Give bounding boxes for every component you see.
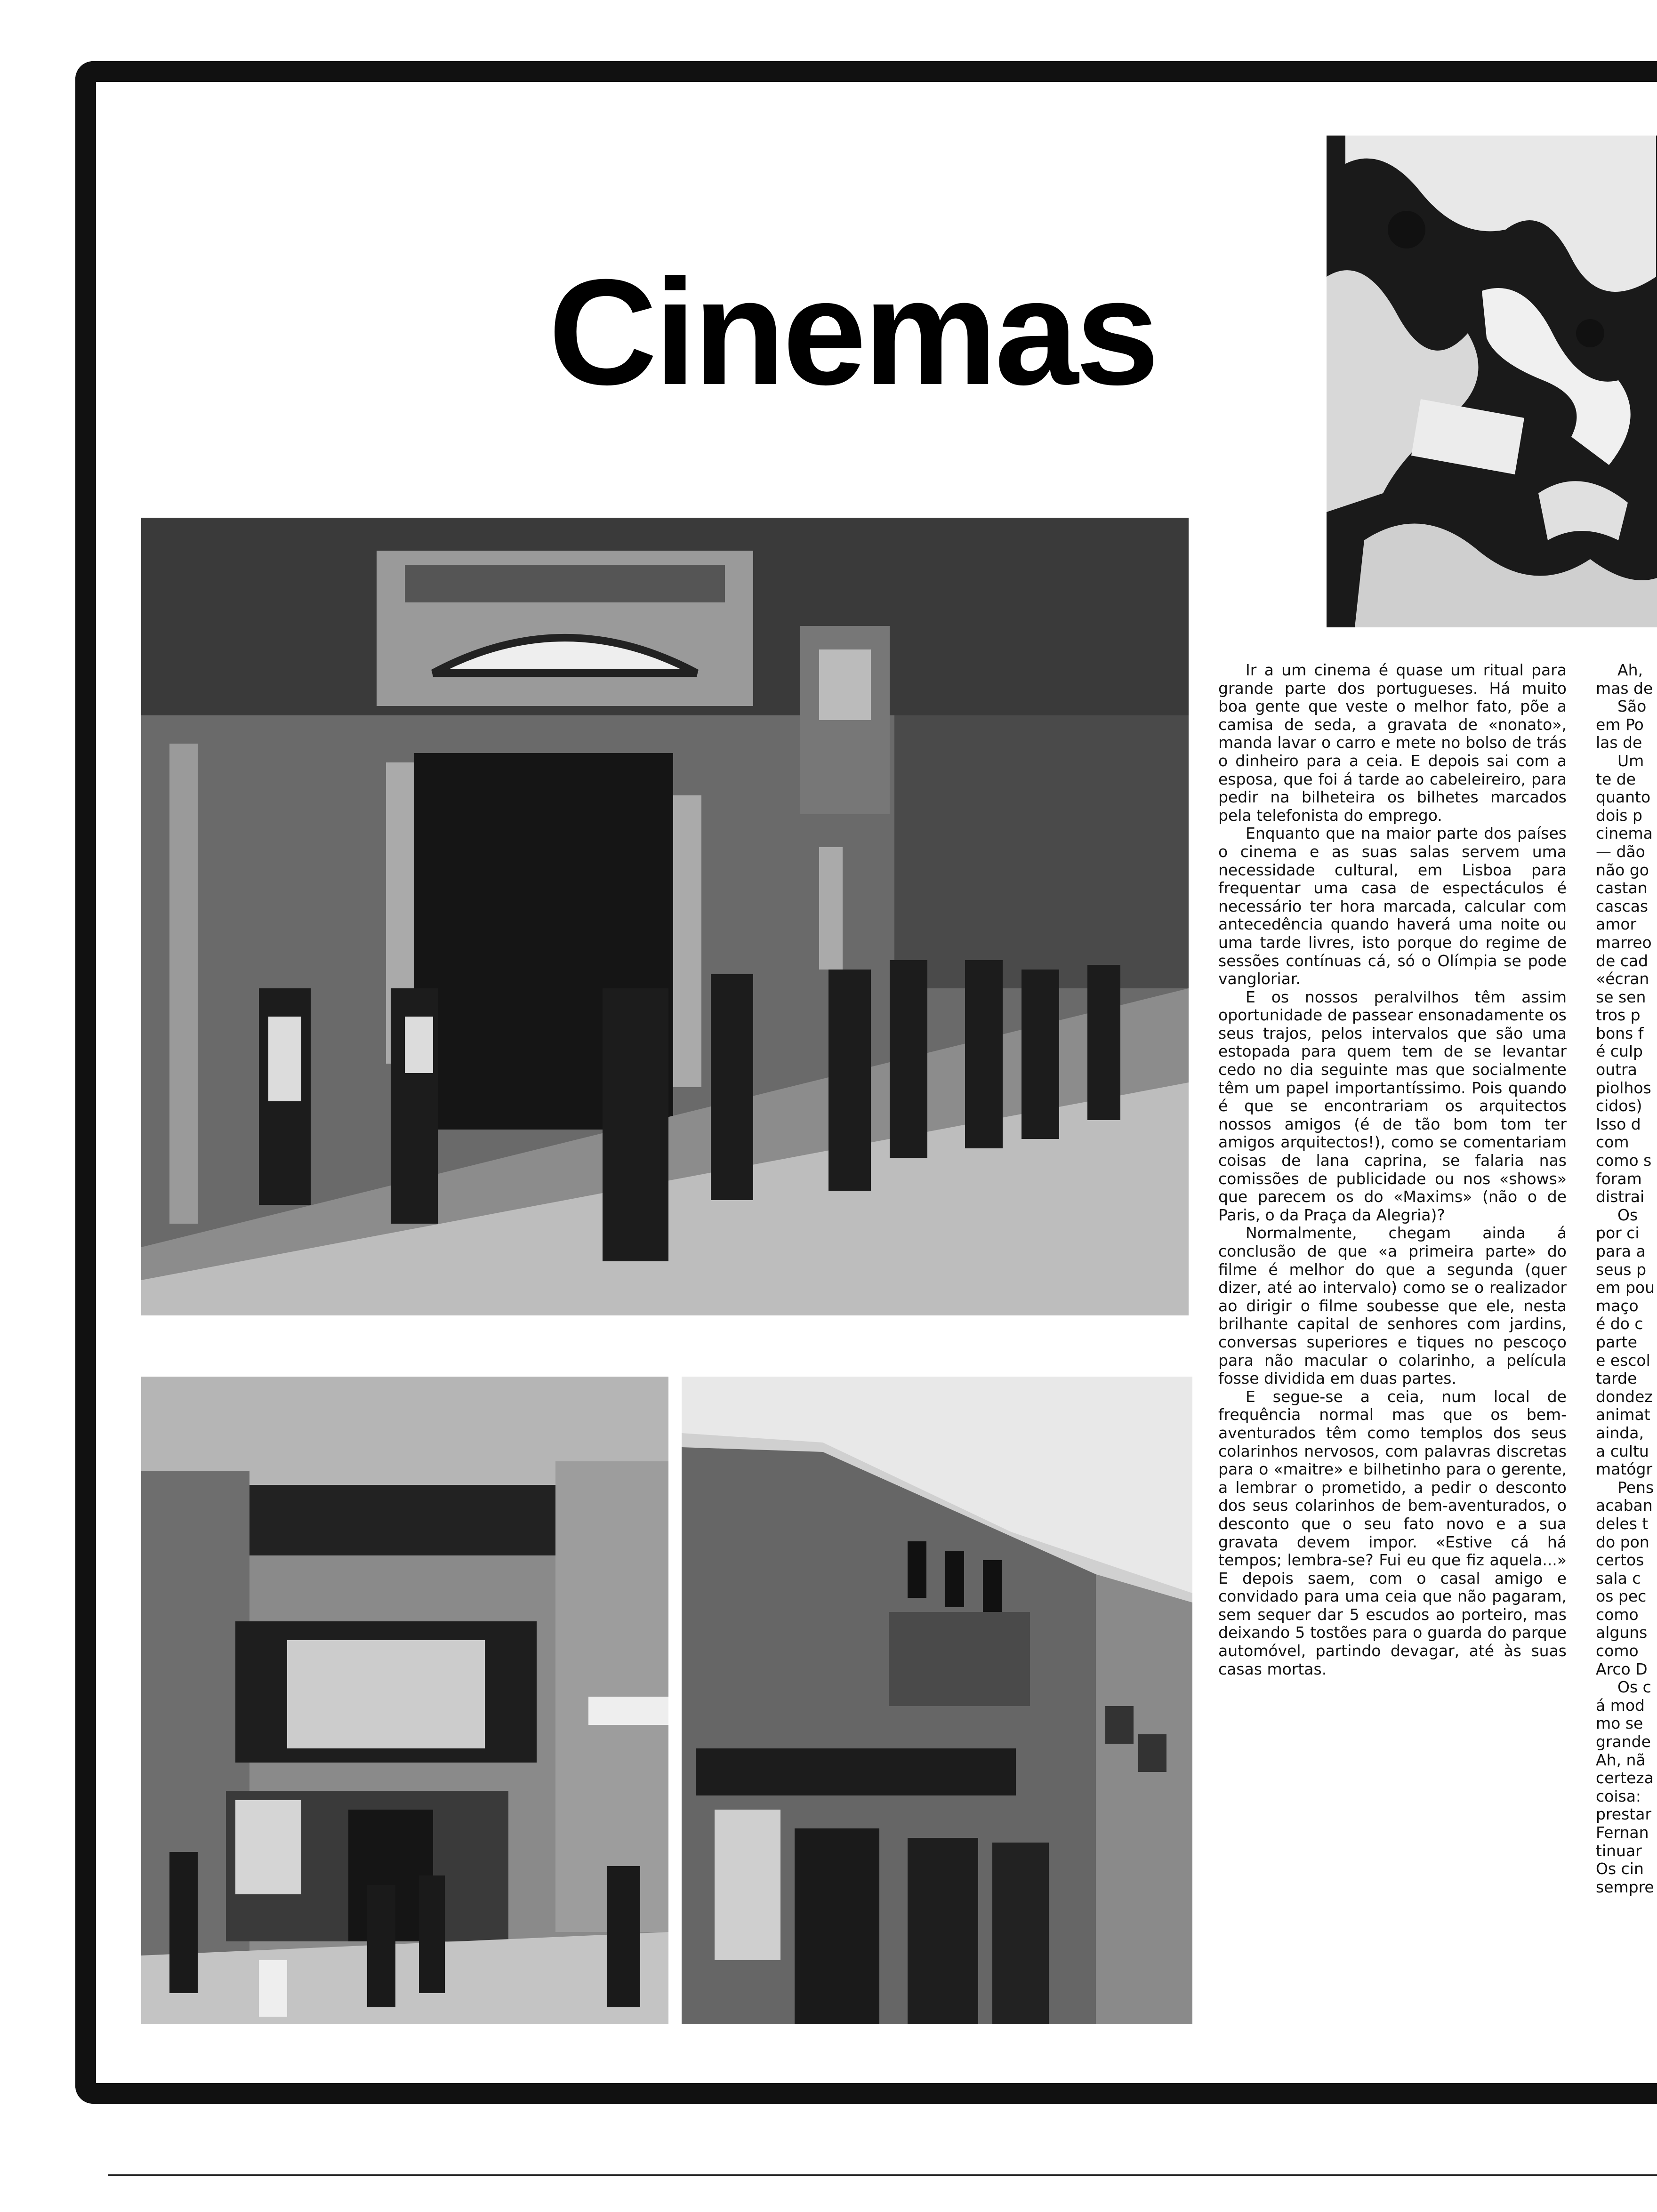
column-2-line: «écran <box>1596 970 1649 988</box>
column-2-line: foram <box>1596 1169 1642 1188</box>
facade-ornament-photo <box>1327 136 1657 627</box>
column-2-line: Os cin <box>1596 1859 1644 1878</box>
column-2-line: distrai <box>1596 1187 1645 1206</box>
column-2-line: Os <box>1617 1205 1638 1224</box>
column-2-line: alguns <box>1596 1623 1648 1642</box>
column-2-line: deles t <box>1596 1514 1649 1533</box>
column-2-line: amor <box>1596 915 1637 934</box>
column-2-line: cidos) <box>1596 1097 1642 1115</box>
column-2-line: se sen <box>1596 987 1646 1006</box>
column-2-line: mas de <box>1596 679 1653 697</box>
column-2-line: sala c <box>1596 1569 1641 1587</box>
column-2-line: como <box>1596 1642 1639 1660</box>
column-2-line: mo se <box>1596 1714 1643 1733</box>
column-2-line: Ah, <box>1617 661 1643 679</box>
column-2-line: do pon <box>1596 1532 1649 1551</box>
page-title: Cinemas <box>548 248 1157 416</box>
column-2-line: com <box>1596 1133 1629 1152</box>
column-2-line: e escol <box>1596 1351 1650 1370</box>
article-column-1 <box>1218 661 1567 1678</box>
column-2-line: Arco D <box>1596 1659 1648 1678</box>
column-2-line: ainda, <box>1596 1423 1644 1442</box>
column-2-line: seus p <box>1596 1260 1647 1279</box>
column-2-line: Pens <box>1617 1478 1654 1497</box>
bottom-rule <box>108 2174 1657 2176</box>
column-2-line: como s <box>1596 1151 1652 1170</box>
column-2-line: animat <box>1596 1405 1650 1424</box>
column-2-line: de cad <box>1596 951 1649 970</box>
column-2-line: cascas <box>1596 897 1649 915</box>
column-2-line: os pec <box>1596 1587 1647 1606</box>
column-2-line: bons f <box>1596 1024 1644 1042</box>
salao-lisboa-photo <box>141 1377 668 2024</box>
article-paragraph: Enquanto que na maior parte dos países o cinema e as suas salas servem uma necessidade cultural, em Lisboa para frequentar uma casa de espectáculos é necessário ter hora marcada, calcular com antecedência quando haverá uma noite ou uma tarde livres, isto porque do regime de sessões contínuas cá, só o Olímpia se pode vangloriar. <box>1218 824 1567 988</box>
eden-cinema-photo <box>682 1377 1192 2024</box>
column-2-line: acaban <box>1596 1496 1653 1515</box>
column-2-line: Fernan <box>1596 1823 1649 1842</box>
column-2-line: grande <box>1596 1732 1651 1751</box>
column-2-line: certeza <box>1596 1769 1654 1787</box>
column-2-line: tros p <box>1596 1006 1641 1025</box>
column-2-line: dois p <box>1596 806 1642 825</box>
column-2-line: São <box>1617 697 1647 716</box>
column-2-line: outra <box>1596 1060 1637 1079</box>
article-paragraph: Normalmente, chegam ainda á conclusão de que «a primeira parte» do filme é melhor do que a segunda (quer dizer, até ao intervalo) como se o realizador ao dirigir o filme soubesse que ele, nesta brilhante capital de senhores com jardins, conversas superiores e tiques no pescoço para não macular o colarinho, a película fosse dividida em duas partes. <box>1218 1224 1567 1388</box>
column-2-line: marreo <box>1596 933 1652 952</box>
column-2-line: quanto <box>1596 788 1651 807</box>
article-paragraph: E segue-se a ceia, num local de frequência normal mas que os bem-aventurados têm como templos dos seus colarinhos nervosos, com palavras discretas para o «maitre» e bilhetinho para o gerente, a lembrar o prometido, a pedir o desconto dos seus colarinhos de bem-aventurados, o desconto que o seu fato novo e a sua gravata devem impor. «Estive cá há tempos; lembra-se? Fui eu que fiz aquela...» E depois saem, com o casal amigo e convidado para uma ceia que não pagaram, sem sequer dar 5 escudos ao porteiro, mas deixando 5 tostões para o guarda do parque automóvel, partindo devagar, até às suas casas mortas. <box>1218 1387 1567 1678</box>
article-paragraph: E os nossos peralvilhos têm assim oportunidade de passear ensonadamente os seus trajos, pelos intervalos que são uma estopada para quem tem de se levantar cedo no dia seguinte mas que socialmente têm um papel importantíssimo. Pois quando é que se encontrariam os arquitectos nossos amigos (é de tão bom tom ter amigos arquitectos!), como se comentariam coisas de lana caprina, se falaria nas comissões de publicidade ou nos «shows» que parecem os do «Maxims» (não o de Paris, o da Praça da Alegria)? <box>1218 987 1567 1224</box>
column-2-line: a cultu <box>1596 1442 1649 1460</box>
column-2-line: tarde <box>1596 1369 1637 1388</box>
column-2-line: á mod <box>1596 1696 1645 1715</box>
column-2-line: maço <box>1596 1296 1639 1315</box>
column-2-line: não go <box>1596 860 1649 879</box>
cinema-street-photo <box>141 518 1189 1315</box>
column-2-line: sempre <box>1596 1877 1654 1896</box>
column-2-line: em Po <box>1596 715 1644 734</box>
column-2-line: castan <box>1596 879 1648 898</box>
column-2-line: cinema <box>1596 824 1653 843</box>
column-2-line: é do c <box>1596 1314 1643 1333</box>
column-2-line: te de <box>1596 769 1636 788</box>
column-2-line: como <box>1596 1605 1639 1624</box>
column-2-line: prestar <box>1596 1805 1652 1824</box>
article-column-2 <box>1596 661 1657 1896</box>
column-2-line: parte <box>1596 1332 1637 1351</box>
column-2-line: por ci <box>1596 1224 1640 1242</box>
column-2-line: Um <box>1617 751 1644 770</box>
column-2-line: las de <box>1596 733 1642 752</box>
column-2-line: em pou <box>1596 1278 1655 1297</box>
column-2-line: Os c <box>1617 1678 1651 1697</box>
column-2-line: piolhos <box>1596 1078 1651 1097</box>
column-2-line: tinuar <box>1596 1841 1642 1860</box>
column-2-line: — dão <box>1596 842 1645 861</box>
column-2-line: é culp <box>1596 1042 1643 1061</box>
column-2-line: para a <box>1596 1242 1646 1260</box>
column-2-line: certos <box>1596 1551 1644 1570</box>
column-2-line: matógr <box>1596 1460 1653 1479</box>
article-paragraph: Ir a um cinema é quase um ritual para grande parte dos portugueses. Há muito boa gente que veste o melhor fato, põe a camisa de seda, a gravata de «nonato», manda lavar o carro e mete no bolso de trás o dinheiro para a ceia. E depois sai com a esposa, que foi á tarde ao cabeleireiro, para pedir na bilheteira os bilhetes marcados pela telefonista do emprego. <box>1218 661 1567 825</box>
column-2-line: Isso d <box>1596 1114 1641 1133</box>
column-2-line: coisa: <box>1596 1787 1641 1805</box>
column-2-line: Ah, nã <box>1596 1750 1646 1769</box>
column-2-line: dondez <box>1596 1387 1653 1406</box>
